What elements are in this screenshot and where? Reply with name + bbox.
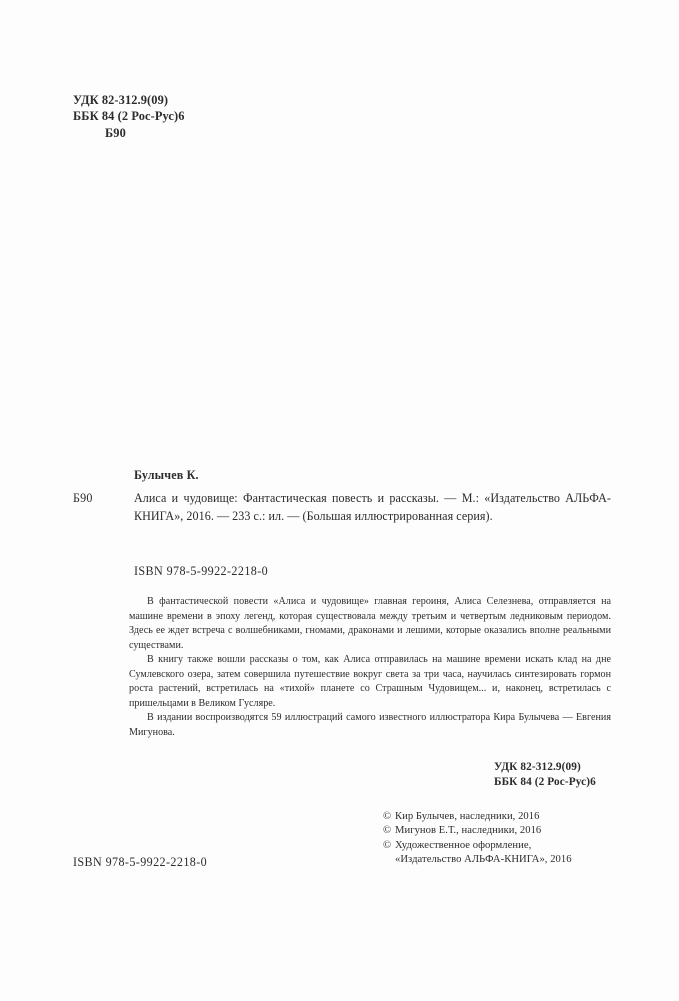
copyright-line [383,810,572,824]
bbk-code-bottom: ББК 84 (2 Рос-Рус)6 [494,776,596,789]
copyright-text: Кир Булычев, наследники, 2016 [395,811,540,822]
annotation-block [129,595,611,740]
copyright-text: Художественное оформление, [395,839,532,851]
classification-block-top [73,92,185,141]
bbk-code-top: ББК 84 (2 Рос-Рус)6 [73,109,185,124]
bibliographic-record [73,466,611,526]
annotation-paragraph: В фантастической повести «Алиса и чудовище» главная героиня, Алиса Селезнева, отправляется на машине времени в эпоху легенд, которая существовала между третьим и четвертым ледниковым периодом. Здесь ее ждет встреча с волшебниками, гномами, драконами и лешими, которые оказались вполне реальными существами. [129,596,611,651]
bibliographic-description: Алиса и чудовище: Фантастическая повесть и рассказы. — М.: «Издательство АЛЬФА-КНИГА», 2016. — 233 с.: ил. — (Большая иллюстрированная серия). [134,490,611,524]
classification-block-bottom [494,760,596,790]
copyright-block [383,810,572,868]
annotation-paragraph: В книгу также вошли рассказы о том, как Алиса отправилась на машине времени искать клад на дне Сумлевского озера, затем совершила путешествие вокруг света за три часа, научилась синтезировать гормон роста растений, встретилась на «тихой» планете со Страшным Чудовищем... и, наконец, встретилась с пришельцами в Великом Гусляре. [129,654,611,709]
annotation-paragraph: В издании воспроизводятся 59 иллюстраций самого известного иллюстратора Кира Булычева — Евгения Мигунова. [129,712,611,738]
copyright-line [383,839,572,853]
udk-code-top: УДК 82-312.9(09) [73,93,169,107]
shelfmark-code-top: Б90 [105,125,126,140]
udk-code-bottom: УДК 82-312.9(09) [494,761,581,773]
copyright-line [383,824,572,838]
copyright-symbol-icon: © [383,839,392,851]
bibliographic-entry [73,489,611,526]
copyright-line [383,853,572,867]
isbn-main: ISBN 978-5-9922-2218-0 [134,564,269,578]
isbn-bottom: ISBN 978-5-9922-2218-0 [73,855,208,869]
copyright-symbol-icon: © [383,811,392,822]
copyright-text: «Издательство АЛЬФА-КНИГА», 2016 [395,854,572,866]
copyright-symbol-icon: © [383,825,392,837]
author-name: Булычев К. [134,468,199,482]
copyright-text: Мигунов Е.Т., наследники, 2016 [395,825,542,837]
shelfmark-label: Б90 [73,490,93,505]
